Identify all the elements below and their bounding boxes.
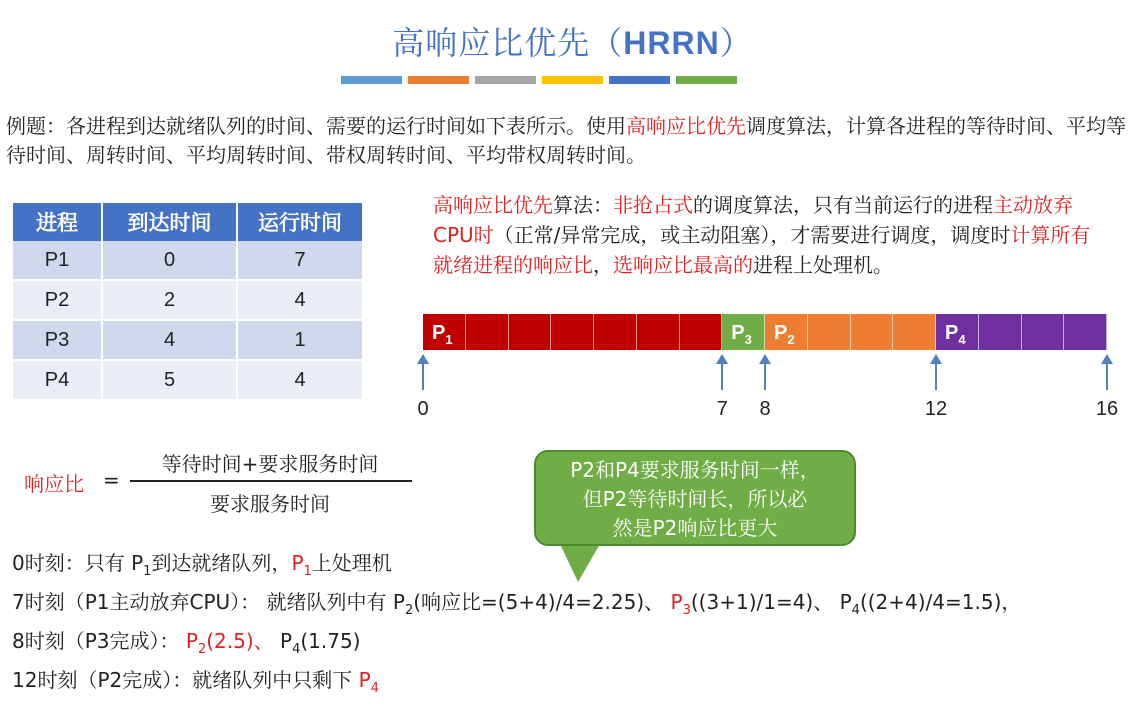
gantt-time-block	[893, 314, 936, 350]
gantt-process-label: $P_4$	[945, 322, 966, 347]
cell-process: P1	[13, 241, 102, 280]
gantt-time-block	[680, 314, 723, 350]
cell-arrival: 4	[102, 320, 237, 360]
gantt-process-label: $P_1$	[432, 322, 453, 347]
table-row	[13, 360, 363, 400]
fraction-bar	[130, 480, 412, 482]
title-color-bar	[475, 76, 536, 84]
cell-arrival: 0	[102, 241, 237, 280]
cell-process: P4	[13, 360, 102, 400]
gantt-time-block	[808, 314, 851, 350]
cell-process: P3	[13, 320, 102, 360]
table-row	[13, 280, 363, 320]
title-color-bar	[341, 76, 402, 84]
callout-line: P2和P4要求服务时间一样，	[570, 458, 820, 482]
header-runtime: 运行时间	[237, 203, 363, 241]
header-arrival: 到达时间	[102, 203, 237, 241]
time-tick-label: 7	[716, 398, 728, 420]
time-tick-label: 12	[924, 398, 948, 420]
gantt-time-block	[509, 314, 552, 350]
title-color-bar	[609, 76, 670, 84]
table-row	[13, 320, 363, 360]
cell-runtime: 7	[237, 241, 363, 280]
gantt-process-label: $P_2$	[774, 322, 795, 347]
time-tick-label: 8	[759, 398, 771, 420]
title-color-bar	[676, 76, 737, 84]
header-process: 进程	[13, 203, 102, 241]
time-arrow-icon	[764, 362, 766, 390]
step-line-12: 12时刻（P2完成）：就绪队列中只剩下 $P_4$	[12, 668, 379, 696]
cell-runtime: 4	[237, 360, 363, 400]
step-line-7: 7时刻（P1主动放弃CPU）： 就绪队列中有 $P_2$(响应比=(5+4)/4=2.25)、 $P_3((3+1)/1=4)$、 $P_4((2+4)/4=1.5)$，	[12, 590, 1022, 618]
title-color-bar	[408, 76, 469, 84]
gantt-time-block	[1022, 314, 1065, 350]
time-arrow-icon	[1106, 362, 1108, 390]
time-arrow-icon	[935, 362, 937, 390]
gantt-time-block	[466, 314, 509, 350]
cell-runtime: 4	[237, 280, 363, 320]
time-tick-label: 0	[417, 398, 429, 420]
algorithm-description: 高响应比优先算法：非抢占式的调度算法，只有当前运行的进程主动放弃CPU时（正常/异常完成，或主动阻塞），才需要进行调度，调度时计算所有就绪进程的响应比，选响应比最高的进程上处理机。	[433, 193, 1091, 277]
intro-paragraph: 例题：各进程到达就绪队列的时间、需要的运行时间如下表所示。使用高响应比优先调度算法，计算各进程的等待时间、平均等待时间、周转时间、平均周转时间、带权周转时间、平均带权周转时间。	[6, 114, 1126, 167]
title-color-bar	[542, 76, 603, 84]
table-row	[13, 241, 363, 280]
cell-process: P2	[13, 280, 102, 320]
gantt-time-block	[979, 314, 1022, 350]
slide-title: 高响应比优先（HRRN）	[392, 24, 753, 62]
process-table	[13, 203, 364, 401]
formula-denominator: 要求服务时间	[210, 492, 330, 516]
gantt-process-label: $P_3$	[731, 322, 752, 347]
step-line-0: 0时刻：只有 $P_1$到达就绪队列，$P_1$上处理机	[12, 551, 392, 579]
cell-arrival: 2	[102, 280, 237, 320]
gantt-time-block	[637, 314, 680, 350]
gantt-time-block	[851, 314, 894, 350]
callout-line: 然是P2响应比更大	[612, 516, 778, 540]
gantt-time-block	[551, 314, 594, 350]
callout-line: 但P2等待时间长，所以必	[582, 487, 808, 511]
step-line-8: 8时刻（P3完成）： $P_2(2.5)$、 $P_4(1.75)$	[12, 629, 361, 657]
time-arrow-icon	[422, 362, 424, 390]
table-header-row	[13, 203, 363, 241]
formula-label: 响应比	[24, 472, 84, 496]
scheduling-steps	[12, 548, 1021, 704]
time-tick-label: 16	[1095, 398, 1119, 420]
cell-runtime: 1	[237, 320, 363, 360]
gantt-time-block	[594, 314, 637, 350]
formula-numerator: 等待时间+要求服务时间	[161, 452, 379, 476]
formula-equals: =	[103, 468, 120, 492]
cell-arrival: 5	[102, 360, 237, 400]
time-arrow-icon	[721, 362, 723, 390]
gantt-time-block	[1064, 314, 1107, 350]
callout-bubble	[534, 450, 856, 546]
